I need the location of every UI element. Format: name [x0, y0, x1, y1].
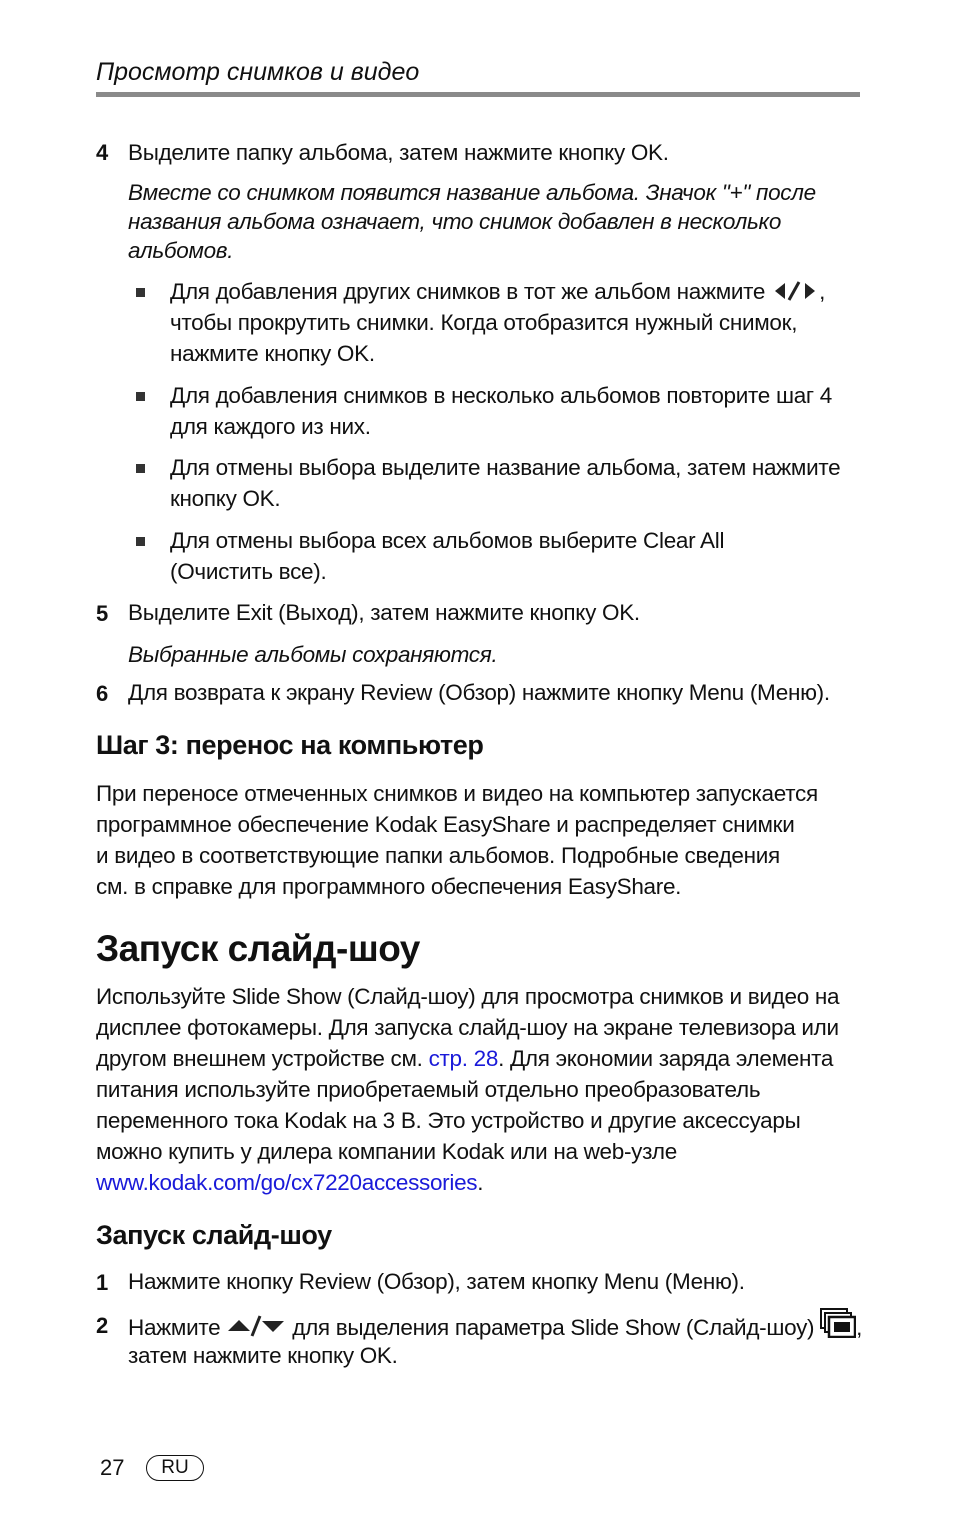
slideshow-line-3-pre: другом внешнем устройстве см.	[96, 1046, 429, 1071]
step-4-note-line-3: альбомов.	[128, 238, 234, 263]
subsection-heading-slideshow: Запуск слайд-шоу	[96, 1220, 332, 1250]
slideshow-paragraph-line-3	[96, 1043, 833, 1074]
slideshow-line-7-post: .	[477, 1170, 484, 1195]
page-title-slideshow: Запуск слайд-шоу	[96, 928, 420, 969]
language-badge: RU	[146, 1455, 204, 1481]
step-5-note: Выбранные альбомы сохраняются.	[128, 642, 498, 667]
step-4-note-line-2: названия альбома означает, что снимок добавлен в несколько	[128, 209, 782, 234]
bullet-marker	[136, 392, 145, 401]
bullet-3-line-1: Для отмены выбора выделите название альбома, затем нажмите	[170, 455, 841, 480]
bullet-1-line-1-post: ,	[819, 279, 826, 304]
step-number-4: 4	[96, 140, 109, 165]
step-number-6: 6	[96, 681, 109, 706]
sub-step-2-pre: Нажмите	[128, 1315, 221, 1340]
kodak-accessories-link[interactable]: www.kodak.com/go/cx7220accessories	[96, 1170, 478, 1195]
slideshow-paragraph-line-2: дисплее фотокамеры. Для запуска слайд-шоу на экране телевизора или	[96, 1015, 839, 1040]
transfer-paragraph-line-3: и видео в соответствующие папки альбомов. Подробные сведения	[96, 843, 780, 868]
bullet-marker	[136, 464, 145, 473]
page-number: 27	[100, 1455, 125, 1480]
bullet-marker	[136, 537, 145, 546]
bullet-marker	[136, 288, 145, 297]
sub-step-2-line-2: затем нажмите кнопку OK.	[128, 1343, 398, 1368]
bullet-4-line-2: (Очистить все).	[170, 559, 327, 584]
bullet-4-line-1: Для отмены выбора всех альбомов выберите Clear All	[170, 528, 725, 553]
bullet-2-line-1: Для добавления снимков в несколько альбомов повторите шаг 4	[170, 383, 832, 408]
transfer-paragraph-line-4: см. в справке для программного обеспечения EasyShare.	[96, 874, 682, 899]
step-number-5: 5	[96, 601, 109, 626]
slideshow-paragraph-line-4: питания используйте приобретаемый отдельно преобразователь	[96, 1077, 761, 1102]
bullet-1-line-1	[170, 276, 825, 310]
running-header: Просмотр снимков и видео	[96, 58, 420, 86]
step-4-note-line-1: Вместе со снимком появится название альбома. Значок "+" после	[128, 180, 816, 205]
transfer-paragraph-line-2: программное обеспечение Kodak EasyShare и распределяет снимки	[96, 812, 795, 837]
step-5-text: Выделите Exit (Выход), затем нажмите кнопку OK.	[128, 600, 640, 625]
step-number-1: 1	[96, 1270, 109, 1295]
step-6-text: Для возврата к экрану Review (Обзор) нажмите кнопку Menu (Меню).	[128, 680, 830, 705]
slideshow-paragraph-line-6: можно купить у дилера компании Kodak или на web-узле	[96, 1139, 677, 1164]
bullet-1-line-3: нажмите кнопку OK.	[170, 341, 375, 366]
transfer-paragraph-line-1: При переносе отмеченных снимков и видео на компьютер запускается	[96, 781, 818, 806]
bullet-1-line-2: чтобы прокрутить снимки. Когда отобразится нужный снимок,	[170, 310, 798, 335]
header-rule	[96, 92, 860, 97]
step-number-2: 2	[96, 1313, 109, 1338]
slideshow-paragraph-line-7	[96, 1167, 483, 1198]
left-right-arrows-icon	[771, 279, 819, 310]
step-4-text: Выделите папку альбома, затем нажмите кнопку OK.	[128, 140, 669, 165]
section-heading-transfer: Шаг 3: перенос на компьютер	[96, 730, 484, 760]
slideshow-paragraph-line-1: Используйте Slide Show (Слайд-шоу) для просмотра снимков и видео на	[96, 984, 840, 1009]
bullet-1-line-1-pre: Для добавления других снимков в тот же альбом нажмите	[170, 279, 766, 304]
slideshow-paragraph-line-5: переменного тока Kodak на 3 В. Это устройство и другие аксессуары	[96, 1108, 801, 1133]
bullet-2-line-2: для каждого из них.	[170, 414, 371, 439]
bullet-3-line-2: кнопку OK.	[170, 486, 281, 511]
sub-step-2-post: ,	[856, 1315, 863, 1340]
slideshow-line-3-post: . Для экономии заряда элемента	[498, 1046, 834, 1071]
slideshow-icon	[820, 1308, 856, 1346]
sub-step-1-text: Нажмите кнопку Review (Обзор), затем кнопку Menu (Меню).	[128, 1269, 745, 1294]
sub-step-2-mid: для выделения параметра Slide Show (Слайд-шоу)	[292, 1315, 815, 1340]
page-28-link[interactable]: стр. 28	[428, 1046, 499, 1071]
